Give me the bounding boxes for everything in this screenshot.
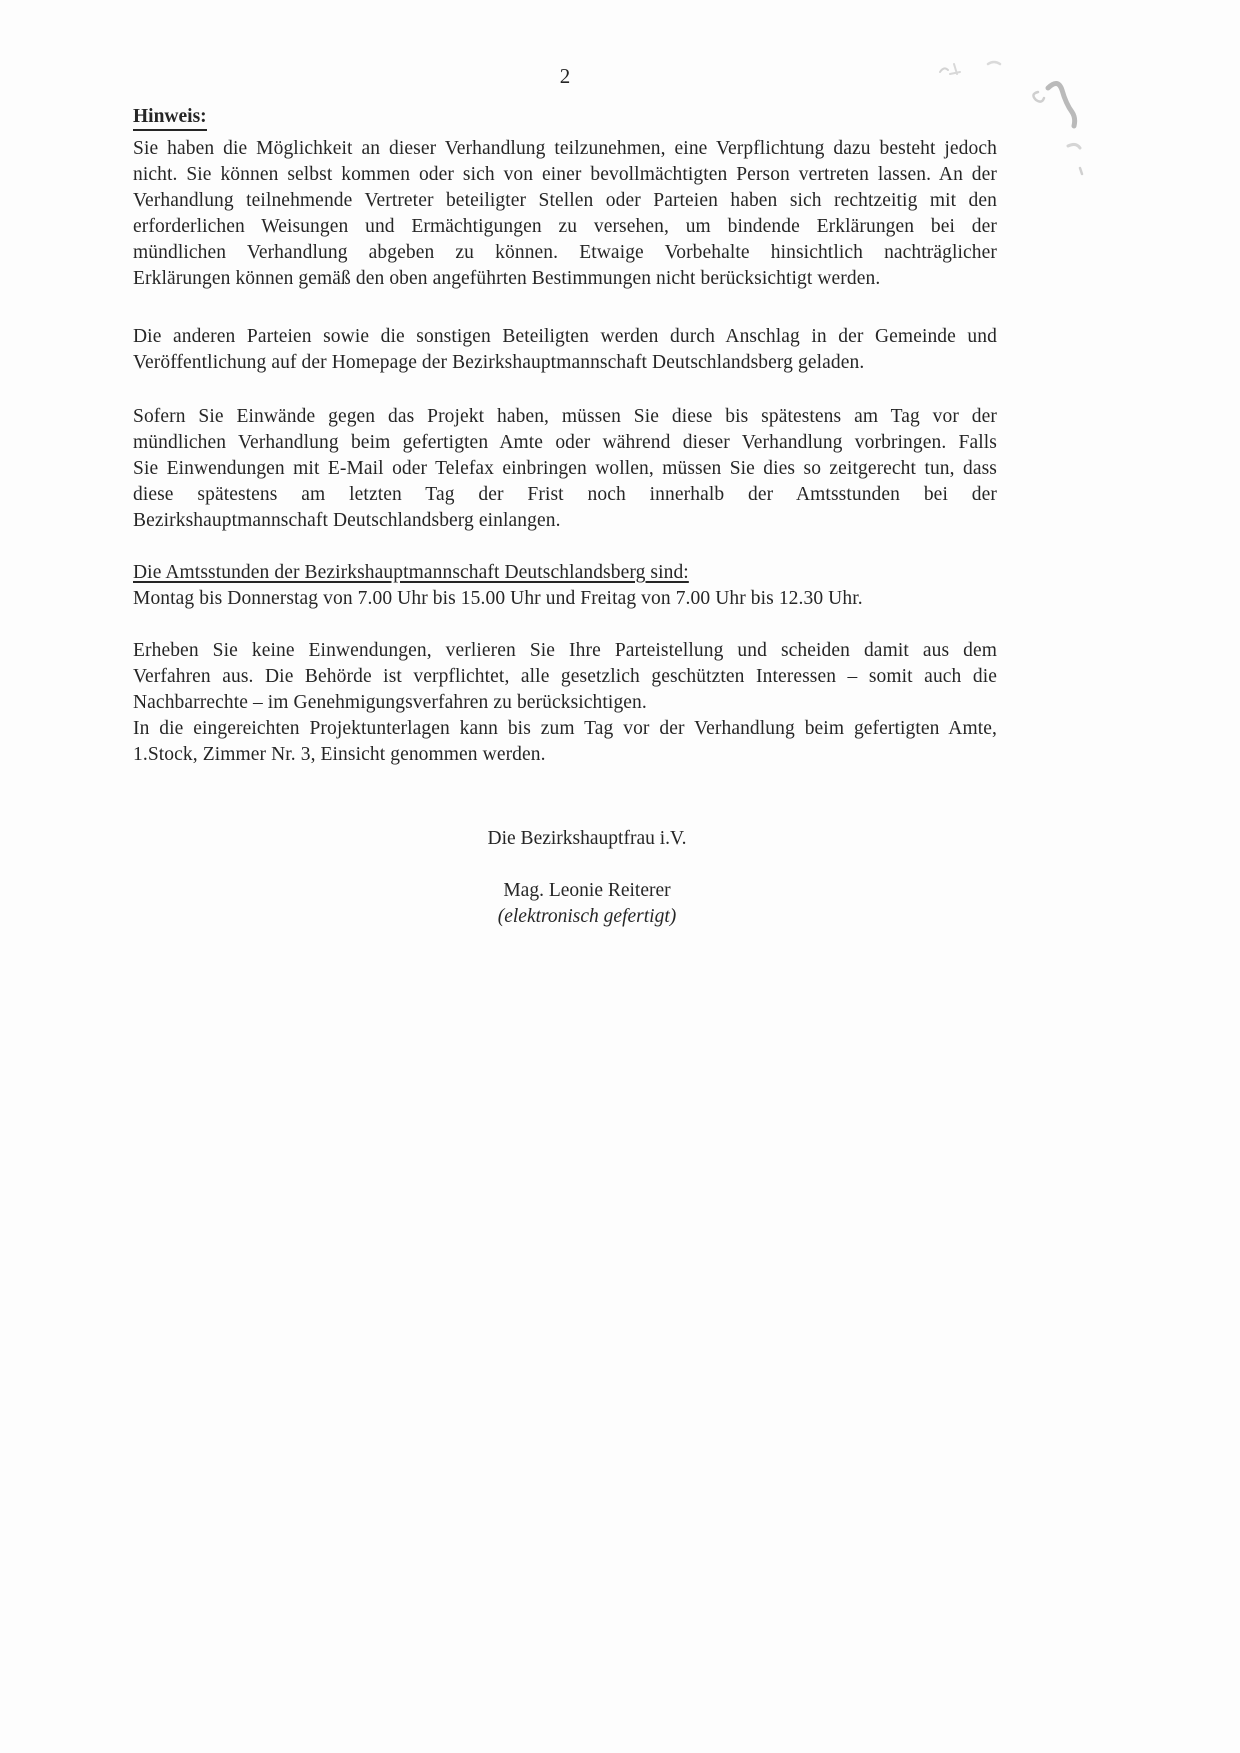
paragraph-line: Erklärungen können gemäß den oben angeführten Bestimmungen nicht berücksichtigt werden. [133, 268, 881, 289]
paragraph-line: Veröffentlichung auf der Homepage der Bezirkshauptmannschaft Deutschlandsberg geladen. [133, 352, 865, 373]
paragraph-line: mündlichen Verhandlung abgeben zu können. Etwaige Vorbehalte hinsichtlich nachträglicher [133, 242, 997, 263]
paragraph-participation [133, 136, 997, 292]
paragraph-line: Bezirkshauptmannschaft Deutschlandsberg einlangen. [133, 510, 561, 531]
page-number: 2 [559, 64, 571, 88]
amtsstunden-heading-text: Die Amtsstunden der Bezirkshauptmannschaft Deutschlandsberg sind: [133, 562, 689, 583]
paragraph-line: 1.Stock, Zimmer Nr. 3, Einsicht genommen werden. [133, 744, 546, 765]
paragraph-line: In die eingereichten Projektunterlagen kann bis zum Tag vor der Verhandlung beim gefertigten Amte, [133, 718, 997, 739]
paragraph-line: mündlichen Verhandlung beim gefertigten Amte oder während dieser Verhandlung vorbringen. Falls [133, 432, 997, 453]
paragraph-line: diese spätestens am letzten Tag der Frist noch innerhalb der Amtsstunden bei der [133, 484, 997, 505]
signature-electronic-note: (elektronisch gefertigt) [497, 906, 677, 927]
paragraph-line: Sie Einwendungen mit E-Mail oder Telefax einbringen wollen, müssen Sie dies so zeitgerecht tun, dass [133, 458, 997, 479]
paragraph-line: Sie haben die Möglichkeit an dieser Verhandlung teilzunehmen, eine Verpflichtung dazu besteht jedoch [133, 138, 997, 159]
paragraph-line: erforderlichen Weisungen und Ermächtigungen zu versehen, um bindende Erklärungen bei der [133, 216, 997, 237]
paragraph-line: Verhandlung teilnehmende Vertreter beteiligter Stellen oder Parteien haben sich rechtzeitig mit den [133, 190, 997, 211]
amtsstunden-hours-text: Montag bis Donnerstag von 7.00 Uhr bis 15.00 Uhr und Freitag von 7.00 Uhr bis 12.30 Uhr. [133, 588, 863, 609]
amtsstunden-heading [133, 560, 997, 586]
paragraph-line: Sofern Sie Einwände gegen das Projekt haben, müssen Sie diese bis spätestens am Tag vor der [133, 406, 997, 427]
amtsstunden-hours [133, 586, 997, 612]
paragraph-line: Erheben Sie keine Einwendungen, verlieren Sie Ihre Parteistellung und scheiden damit aus dem [133, 640, 997, 661]
paragraph-line: Die anderen Parteien sowie die sonstigen Beteiligten werden durch Anschlag in der Gemeinde und [133, 326, 997, 347]
paragraph-line: nicht. Sie können selbst kommen oder sich von einer bevollmächtigten Person vertreten lassen. An der [133, 164, 997, 185]
hinweis-heading-text: Hinweis: [133, 106, 207, 131]
paragraph-ladung [133, 324, 997, 376]
paragraph-line: Nachbarrechte – im Genehmigungsverfahren zu berücksichtigen. [133, 692, 647, 713]
signature-role: Die Bezirkshauptfrau i.V. [487, 828, 687, 849]
hinweis-heading [133, 106, 207, 131]
paragraph-line: Verfahren aus. Die Behörde ist verpflichtet, alle gesetzlich geschützten Interessen – somit auch die [133, 666, 997, 687]
paragraph-einwaende [133, 404, 997, 534]
paragraph-einwendungen [133, 638, 997, 768]
signature-name: Mag. Leonie Reiterer [503, 880, 671, 901]
